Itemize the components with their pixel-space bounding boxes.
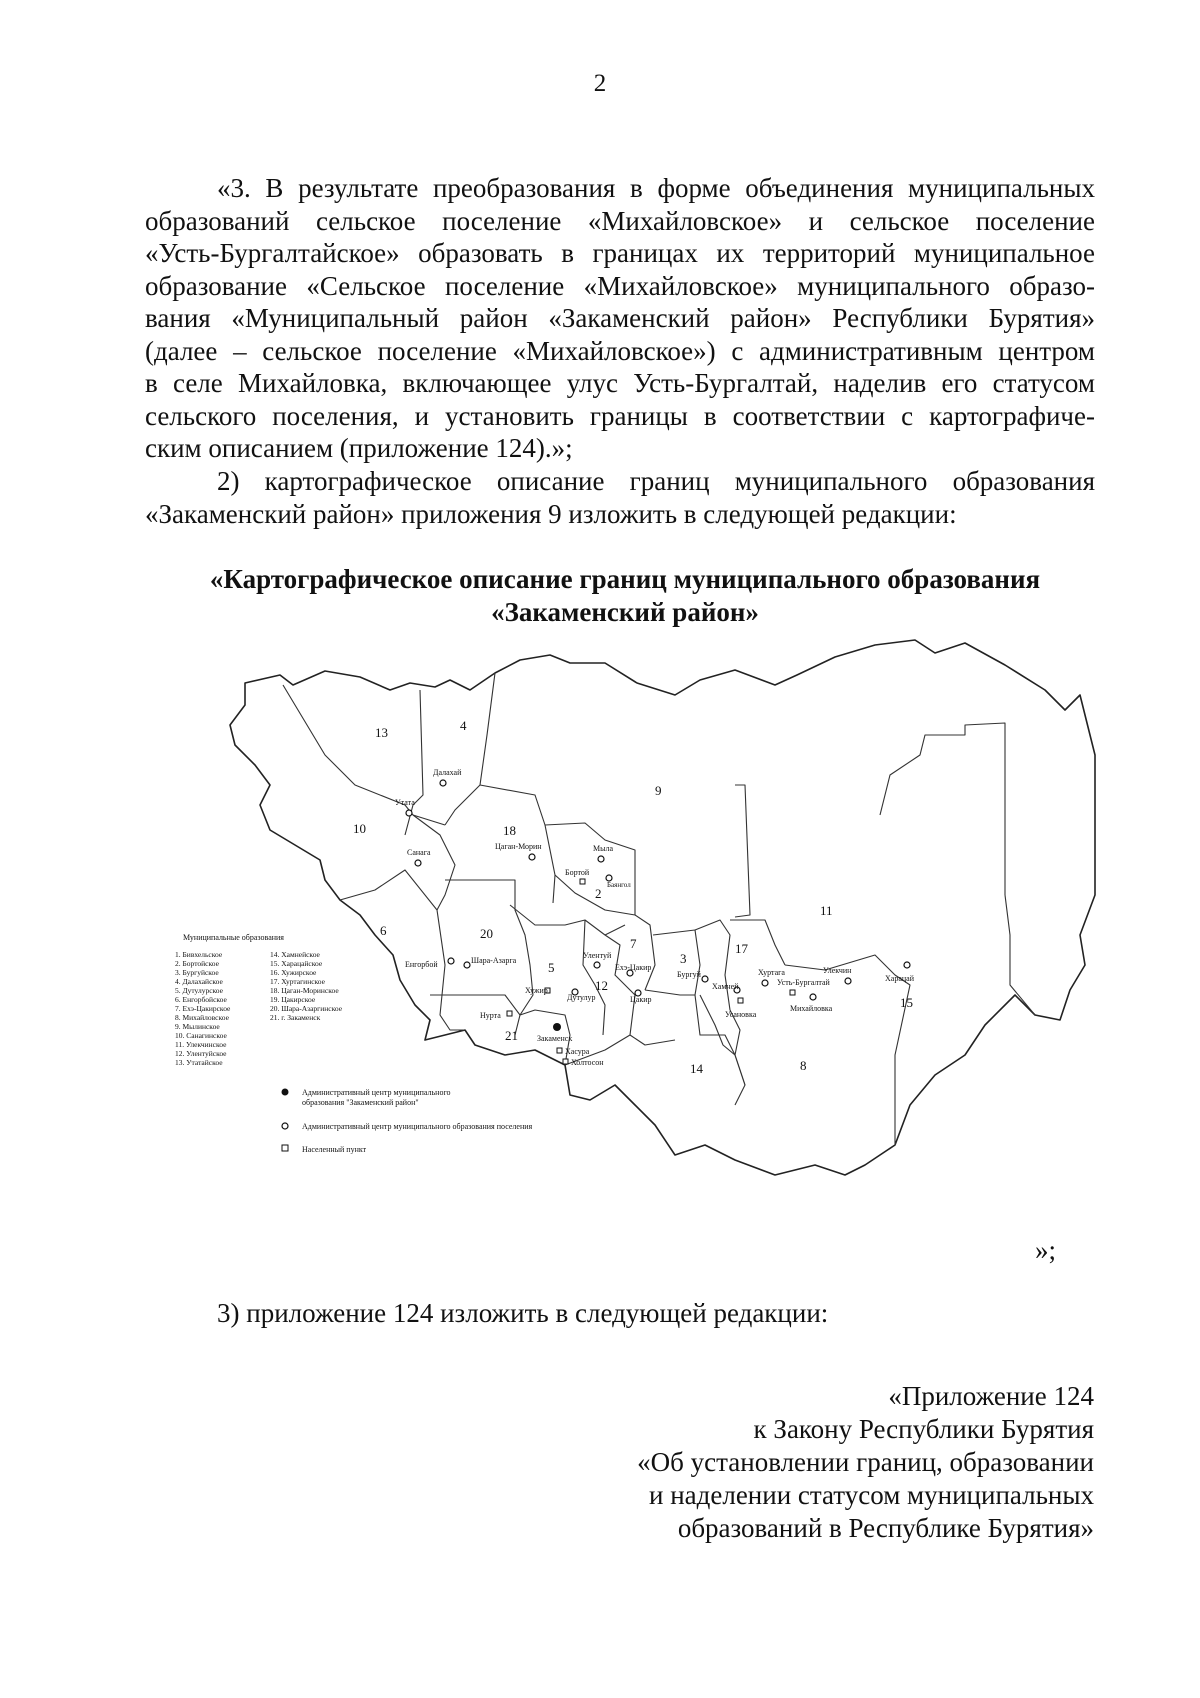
legend-item: 11. Улекчинское: [175, 1040, 227, 1049]
settlement-label: Улентуй: [583, 951, 612, 960]
settlement-marker-square: [557, 1048, 562, 1053]
region-number: 20: [480, 926, 493, 941]
region-number: 21: [505, 1028, 518, 1043]
legend-item: 15. Харацайское: [270, 959, 323, 968]
legend-item: 12. Улентуйское: [175, 1049, 227, 1058]
settlement-marker-circle: [702, 976, 708, 982]
appendix-line: «Об установлении границ, образовании: [637, 1447, 1094, 1477]
map-legend: [175, 933, 343, 1067]
symbol-district-center: [282, 1089, 289, 1096]
region-number: 13: [375, 725, 388, 740]
settlement-marker-square: [790, 990, 795, 995]
district-center-marker: [553, 1023, 561, 1031]
region-number: 4: [460, 718, 467, 733]
settlement-label: Усановка: [725, 1010, 757, 1019]
region-number: 10: [353, 821, 366, 836]
paragraph-3-line: «Усть-Бургалтайское» образовать в границах их территорий муниципальное: [145, 238, 1095, 268]
settlement-label: Улекчин: [823, 966, 852, 975]
settlement-label: Шара-Азарга: [471, 956, 517, 965]
settlement-marker-circle: [448, 958, 454, 964]
region-number: 6: [380, 923, 387, 938]
legend-item: 4. Далахайское: [175, 977, 223, 986]
settlement-label: Мыла: [593, 844, 614, 853]
legend-item: 3. Бургуйское: [175, 968, 219, 977]
settlement-label: Далахай: [433, 768, 462, 777]
settlement-label: Цаган-Морин: [495, 842, 542, 851]
legend-item: 9. Мылинское: [175, 1022, 220, 1031]
legend-item: 2. Бортойское: [175, 959, 219, 968]
legend-item: 16. Хужирское: [270, 968, 317, 977]
boundary-10-6: [340, 870, 437, 910]
settlement-label: Харацай: [885, 974, 914, 983]
paragraph-3-line: «3. В результате преобразования в форме объединения муниципальных: [217, 173, 1095, 203]
settlement-label: Михайловка: [790, 1004, 833, 1013]
boundary-20-5: [510, 905, 625, 935]
boundary-9-11: [735, 785, 750, 917]
legend-item: 21. г. Закаменск: [270, 1013, 321, 1022]
settlement-label: Цакир: [630, 995, 652, 1004]
appendix-line: «Приложение 124: [888, 1381, 1094, 1411]
district-map-svg: [175, 635, 1105, 1265]
paragraph-3-line: образование «Сельское поселение «Михайловское» муниципального образо-: [145, 270, 1095, 301]
symbol-label: Населенный пункт: [302, 1145, 367, 1154]
region-number: 12: [595, 978, 608, 993]
paragraph-3-line: вания «Муниципальный район «Закаменский район» Республики Бурятия»: [145, 303, 1095, 333]
settlement-marker-circle: [440, 780, 446, 786]
paragraph-3-line: в селе Михайловка, включающее улус Усть-Бургалтай, наделив его статусом: [145, 368, 1095, 398]
boundary-14: [645, 990, 735, 1055]
boundary-6-20: [437, 910, 465, 1030]
symbol-legend: [282, 1088, 533, 1154]
settlement-label: Бургуй: [677, 970, 701, 979]
settlement-label: Ехэ-Цакир: [615, 963, 652, 972]
legend-item: 14. Хамнейское: [270, 950, 320, 959]
region-number: 14: [690, 1061, 703, 1076]
region-number: 9: [655, 783, 662, 798]
symbol-label: Административный центр муниципального: [302, 1088, 451, 1097]
map-title-line: «Закаменский район»: [491, 596, 759, 627]
settlement-marker-square: [563, 1059, 568, 1064]
legend-item: 8. Михайловское: [175, 1013, 229, 1022]
settlement-marker-circle: [845, 978, 851, 984]
district-map: [175, 635, 1105, 1265]
settlement-label: Хуртага: [758, 968, 785, 977]
settlement-label: Усть-Бургалтай: [777, 978, 830, 987]
region-number: 17: [735, 941, 748, 956]
boundary-15: [1005, 895, 1035, 1015]
region-number: 18: [503, 823, 516, 838]
settlement-marker-circle: [810, 994, 816, 1000]
settlement-marker-circle: [762, 980, 768, 986]
region-number: 11: [820, 903, 833, 918]
settlement-marker-circle: [598, 856, 604, 862]
legend-item: 18. Цаган-Моринское: [270, 986, 339, 995]
settlement-marker-circle: [904, 962, 910, 968]
legend-item: 7. Ехэ-Цакирское: [175, 1004, 231, 1013]
item-3: 3) приложение 124 изложить в следующей редакции:: [217, 1298, 829, 1328]
legend-item: 20. Шара-Азаргинское: [270, 1004, 343, 1013]
map-title-line: «Картографическое описание границ муниципального образования: [209, 564, 1041, 594]
legend-item: 5. Дутулурское: [175, 986, 223, 995]
settlement-label: Хасура: [565, 1047, 590, 1056]
appendix-header: [494, 1380, 1094, 1545]
settlement-label: Хамней: [712, 982, 739, 991]
item-2-line: 2) картографическое описание границ муниципального образования: [217, 466, 1095, 496]
settlement-label: Хужир: [525, 986, 548, 995]
settlement-markers: [395, 768, 915, 1067]
settlement-label: Баянгол: [607, 881, 631, 889]
settlement-marker-square: [580, 879, 585, 884]
settlement-label: Холтосон: [571, 1058, 604, 1067]
boundary-4-9: [445, 673, 495, 825]
symbol-locality: [282, 1145, 288, 1151]
region-number: 3: [680, 951, 687, 966]
settlement-marker-circle: [594, 962, 600, 968]
symbol-settlement-center: [282, 1123, 288, 1129]
paragraph-3-line: ским описанием (приложение 124).»;: [145, 433, 573, 463]
settlement-marker-circle: [529, 854, 535, 860]
region-number: 8: [800, 1058, 807, 1073]
paragraph-3-line: образований сельское поселение «Михайловское» и сельское поселение: [145, 205, 1095, 236]
settlement-label: Закаменск: [537, 1034, 573, 1043]
region-number: 15: [900, 995, 913, 1010]
boundary-17-8: [730, 1010, 745, 1085]
settlement-marker-circle: [406, 810, 412, 816]
legend-item: 13. Утатайское: [175, 1058, 223, 1067]
symbol-label: образования "Закаменский район": [302, 1098, 419, 1107]
appendix-line: образований в Республике Бурятия»: [677, 1513, 1094, 1543]
paragraph-3-line: (далее – сельское поселение «Михайловское») с административным центром: [145, 335, 1095, 366]
legend-title: Муниципальные образования: [183, 933, 284, 942]
legend-item: 17. Хуртагинское: [270, 977, 325, 986]
item-2: [145, 465, 1095, 530]
settlement-label: Санага: [407, 848, 431, 857]
closing-quote: »;: [1035, 1235, 1057, 1265]
legend-item: 10. Санагинское: [175, 1031, 227, 1040]
boundary-7-3: [653, 930, 700, 995]
paragraph-3-line: сельского поселения, и установить границы в соответствии с картографиче-: [145, 400, 1095, 431]
legend-item: 1. Бивхельское: [175, 950, 223, 959]
appendix-line: к Закону Республики Бурятия: [753, 1414, 1094, 1444]
boundary-11-15: [880, 723, 1005, 895]
boundary-7: [635, 915, 655, 990]
region-number: 5: [548, 960, 555, 975]
item-2-line: «Закаменский район» приложения 9 изложить в следующей редакции:: [145, 498, 957, 529]
appendix-line: и наделении статусом муниципальных: [649, 1480, 1094, 1510]
settlement-label: Нурта: [480, 1011, 501, 1020]
settlement-marker-circle: [464, 962, 470, 968]
settlement-marker-circle: [415, 860, 421, 866]
legend-item: 19. Цакирское: [270, 995, 316, 1004]
symbol-label: Административный центр муниципального образования поселения: [302, 1122, 533, 1131]
legend-item: 6. Енгорбойское: [175, 995, 227, 1004]
page-number: 2: [593, 70, 607, 97]
paragraph-3: [145, 172, 1095, 465]
settlement-marker-square: [738, 998, 743, 1003]
region-number: 7: [630, 936, 637, 951]
region-number: 2: [595, 886, 602, 901]
settlement-label: Дутулур: [567, 993, 596, 1002]
settlement-label: Утата: [395, 798, 415, 807]
settlement-label: Енгорбой: [405, 960, 438, 969]
map-title: [100, 563, 1150, 628]
settlement-label: Бортой: [565, 868, 590, 877]
settlement-marker-square: [507, 1011, 512, 1016]
